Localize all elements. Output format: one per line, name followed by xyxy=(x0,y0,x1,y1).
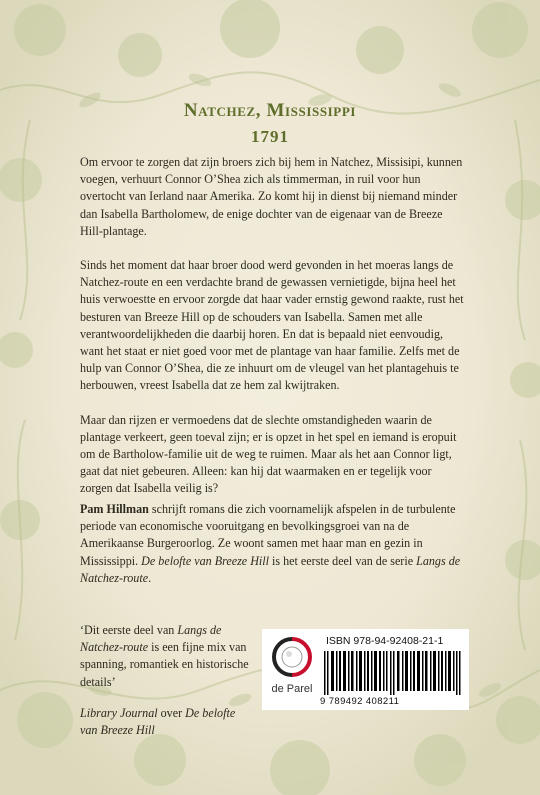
barcode-icon xyxy=(324,651,462,695)
book-title: De belofte van Breeze Hill xyxy=(141,553,270,568)
series-title: Langs de Natchez-route xyxy=(80,553,461,585)
isbn-label: ISBN 978-94-92408-21-1 xyxy=(326,635,444,647)
synopsis-paragraph: Maar dan rijzen er vermoedens dat de slechte omstandigheden waarin de plantage verkeert, geen toeval zijn; er is opzet in het spel en iemand is eropuit om de Bartholow-familie uit de weg te ruimen. Maar als het aan Connor ligt, gaat dat niet gebeuren. Alleen: kan hij dat waarmaken en er tegelijk voor zorgen dat Isabella veilig is? xyxy=(80,412,457,496)
synopsis-paragraph: Sinds het moment dat haar broer dood werd gevonden in het moeras langs de Natchez-route en een verdachte brand de gewassen vernietigde, bijna heel het huis verwoestte en ervoor zorgde dat haar vader ernstig gewond raakte, rust het besturen van Breeze Hill op de schouders van Isabella. Samen met alle verantwoordelijkheden die daarbij horen. En dat is bepaald niet eenvoudig, want het staat er niet goed voor met de plantage van haar familie. Zelfs met de hulp van Connor O’Shea, die ze inhuurt om de vleugel van het plantagehuis te herbouwen, vreest Isabella dat ze hem zal kwijtraken. xyxy=(80,258,464,393)
synopsis-paragraph: Om ervoor te zorgen dat zijn broers zich bij hem in Natchez, Missisipi, kunnen voegen, verhuurt Connor O’Shea zich als timmerman, in ruil voor hun overtocht van Ierland naar Amerika. Zo komt hij in dienst bij niemand minder dan Isabella Bartholomew, de enige dochter van de eigenaar van de Breeze Hill-plantage. xyxy=(80,155,463,238)
heading-place: Natchez, Mississippi xyxy=(183,100,357,121)
author-bio-text: Pam Hillman schrijft romans die zich voornamelijk afspelen in de turbulente periode van economische vooruitgang en bevolkingsgroei van na de Amerikaanse Burgeroorlog. Ze woont samen met haar man en gezin in Mississippi. De belofte van Breeze Hill is het eerste deel van de serie Langs de Natchez-route. xyxy=(80,502,461,585)
synopsis xyxy=(80,154,465,515)
pearl-icon xyxy=(272,637,312,677)
heading-year: 1791 xyxy=(251,127,289,146)
quote-text: ‘Dit eerste deel van Langs de Natchez-route is een fijne mix van spanning, romantiek en historische details’ xyxy=(80,623,249,689)
publisher-name: de Parel xyxy=(271,683,313,695)
review-quote xyxy=(80,622,255,753)
quote-source: Library Journal over De belofte van Breeze Hill xyxy=(80,705,236,738)
barcode-digits: 9 789492 408211 xyxy=(320,696,400,707)
author-bio xyxy=(80,501,465,587)
publisher-logo xyxy=(268,637,316,695)
barcode-panel xyxy=(262,629,469,710)
section-heading xyxy=(0,100,540,147)
author-name: Pam Hillman xyxy=(80,502,149,516)
